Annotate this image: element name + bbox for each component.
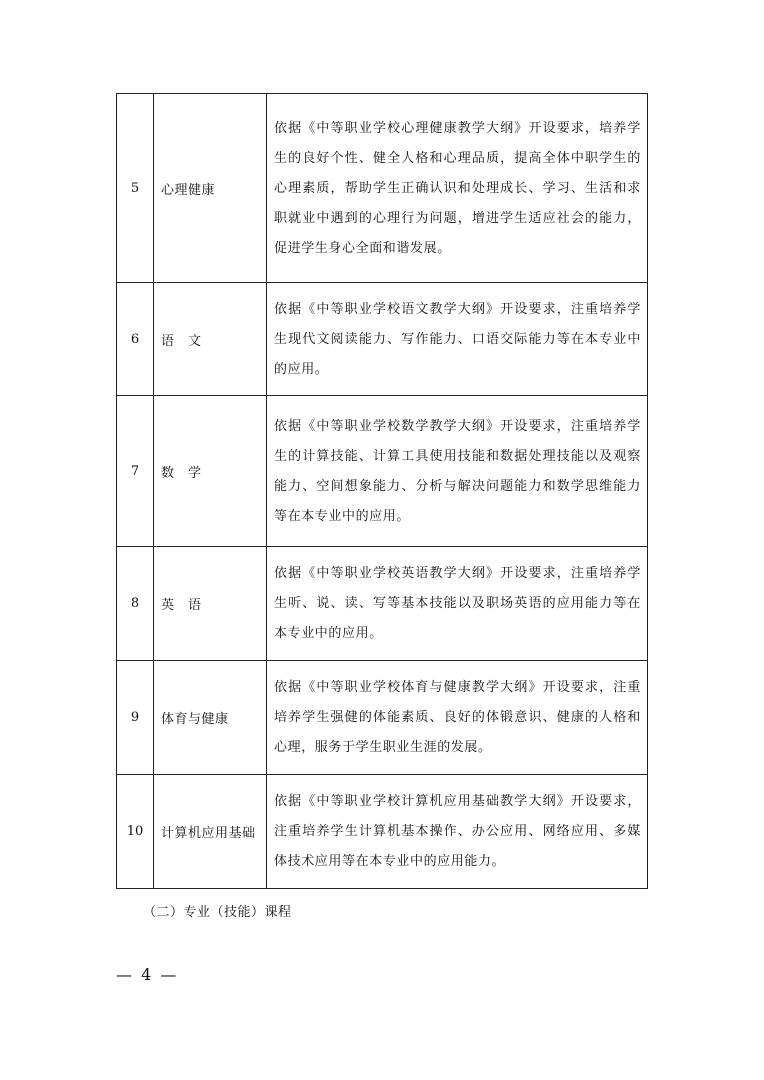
table-row <box>117 661 648 775</box>
course-description: 依据《中等职业学校计算机应用基础教学大纲》开设要求，注重培养学生计算机基本操作、办公应用、网络应用、多媒体技术应用等在本专业中的应用能力。 <box>267 775 648 889</box>
course-number: 7 <box>117 396 154 547</box>
course-description: 依据《中等职业学校英语教学大纲》开设要求，注重培养学生听、说、读、写等基本技能以及职场英语的应用能力等在本专业中的应用。 <box>267 547 648 661</box>
table-row <box>117 775 648 889</box>
course-number: 9 <box>117 661 154 775</box>
course-number: 10 <box>117 775 154 889</box>
course-description: 依据《中等职业学校数学教学大纲》开设要求，注重培养学生的计算技能、计算工具使用技能和数据处理技能以及观察能力、空间想象能力、分析与解决问题能力和数学思维能力等在本专业中的应用。 <box>267 396 648 547</box>
course-name: 英 语 <box>154 547 267 661</box>
course-name: 计算机应用基础 <box>154 775 267 889</box>
table-row <box>117 396 648 547</box>
table-row <box>117 94 648 283</box>
course-number: 8 <box>117 547 154 661</box>
course-number: 5 <box>117 94 154 283</box>
course-description: 依据《中等职业学校心理健康教学大纲》开设要求，培养学生的良好个性、健全人格和心理品质，提高全体中职学生的心理素质，帮助学生正确认识和处理成长、学习、生活和求职就业中遇到的心理行为问题，增进学生适应社会的能力，促进学生身心全面和谐发展。 <box>267 94 648 283</box>
section-heading: （二）专业（技能）课程 <box>143 905 292 920</box>
table-row <box>117 547 648 661</box>
course-description: 依据《中等职业学校语文教学大纲》开设要求，注重培养学生现代文阅读能力、写作能力、口语交际能力等在本专业中的应用。 <box>267 283 648 396</box>
course-name: 体育与健康 <box>154 661 267 775</box>
course-name: 数 学 <box>154 396 267 547</box>
course-description: 依据《中等职业学校体育与健康教学大纲》开设要求，注重培养学生强健的体能素质、良好的体锻意识、健康的人格和心理，服务于学生职业生涯的发展。 <box>267 661 648 775</box>
table-row <box>117 283 648 396</box>
course-number: 6 <box>117 283 154 396</box>
page-number: — 4 — <box>116 965 179 984</box>
course-name: 语 文 <box>154 283 267 396</box>
course-name: 心理健康 <box>154 94 267 283</box>
course-table <box>116 93 648 889</box>
